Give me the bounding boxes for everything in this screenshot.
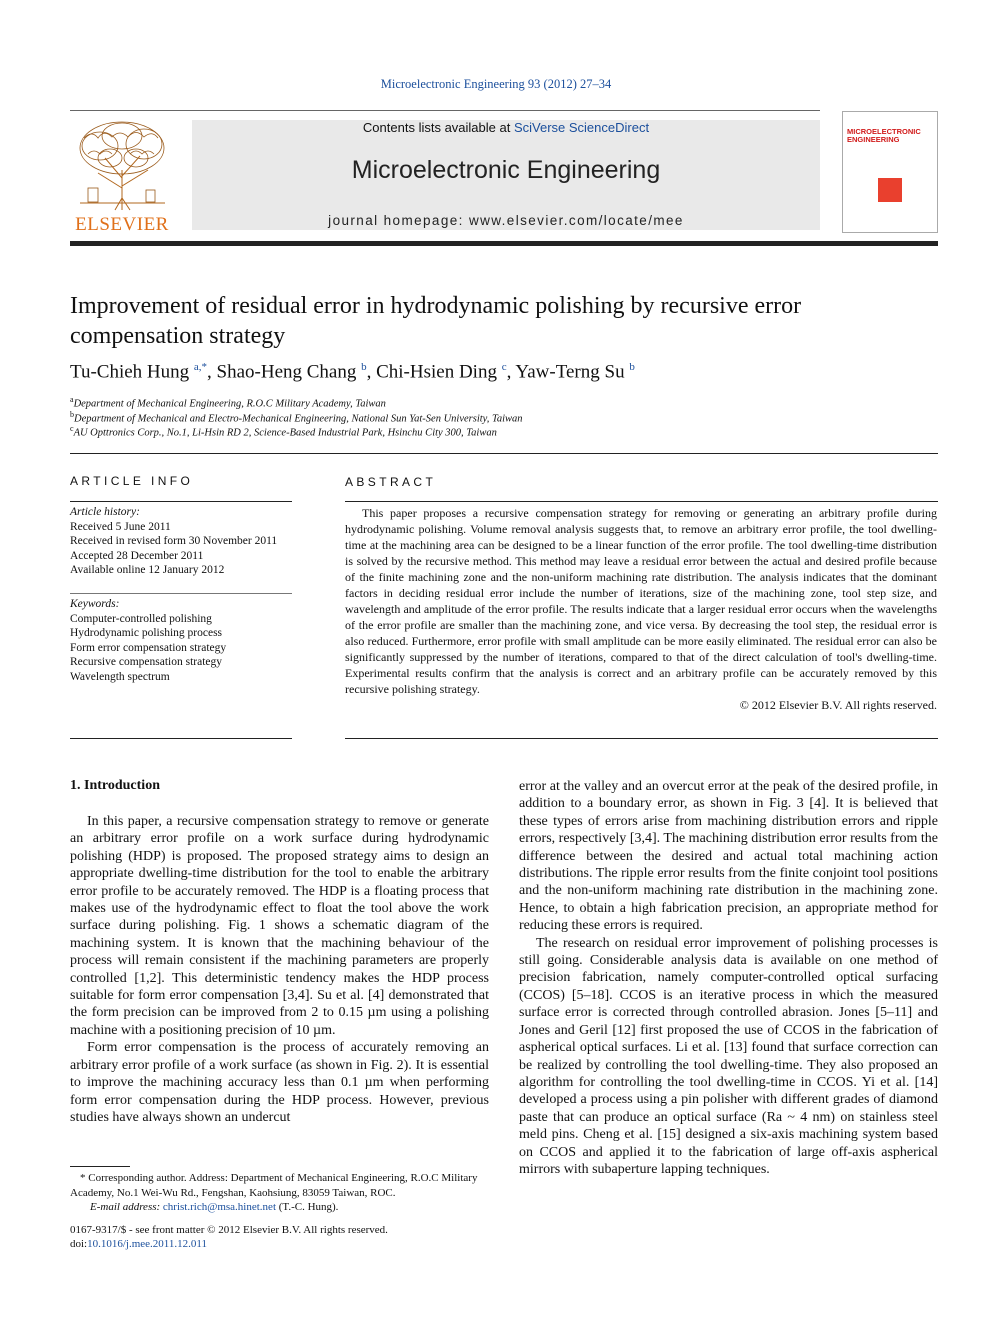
contents-line [192, 120, 820, 135]
doi-line [70, 1237, 489, 1252]
abstract-body: This paper proposes a recursive compensation strategy for removing or generating an arbitrary profile during hydrodynamic polishing. Volume removal analysis suggests that, to remove an arbitrary error profile, the tool dwelling-time at the machining area can be designed to be a linear function of the error profile. The tool dwelling-time distribution is solved by the recursive method. This method may leave a residual error between the actual and desired profile because of the finite machining zone and the non-uniform machining rate distribution. The analysis indicates that the dominant factors in deciding residual error include the number of iterations, size of the machining zone, tool step size, and wavelength and amplitude of the error profile. The results indicate that a larger residual error occurs when the wavelengths of the error profile are smaller than the machining zone, and vice versa. By decreasing the tool step, the residual error is also reduced. Furthermore, error profile with small amplitude can be more easily eliminated. The residual error can also be significantly suppressed by the number of iterations, compared to that of the direct calculation of tool's dwelling-time. Experimental results confirm that the analysis is correct and an arbitrary profile can be accurately removed by this recursive polishing strategy. [345, 506, 937, 696]
cover-graphic [878, 178, 902, 202]
author-affiliation-mark[interactable]: a,* [193, 361, 208, 373]
keyword-item: Recursive compensation strategy [70, 656, 223, 668]
affiliation-b [70, 410, 523, 425]
article-history [70, 505, 292, 578]
author-affiliation-mark[interactable]: c [501, 361, 507, 373]
history-item: Available online 12 January 2012 [70, 564, 225, 576]
intro-paragraph: error at the valley and an overcut error at the peak of the desired profile, in addition to a boundary error, as shown in Fig. 3 [4]. It is believed that these types of errors arise from machining distribution errors and ripple errors, respectively [3,4]. The machining distribution error results from the difference between the desired and actual total machining action distributions. The ripple error results from the finite conjoint tool positions and the non-uniform machining rate distribution in the machining zone. Hence, to obtain a high fabrication precision, an appropriate method for reducing these errors is required. [519, 779, 938, 934]
intro-paragraph: The research on residual error improvement of polishing processes is still going. Considerable analysis data is available on one method of precision fabrication, namely computer-controlled optical surfacing (CCOS) [5–18]. CCOS is an iterative process in which the measured surface error is corrected through controlled abrasion. Jones [5–11] and Jones and Geril [12] first proposed the use of CCOS in the fabrication of aspherical optical surfaces. Li et al. [13] found that surface correction can be realized by controlling the tool dwelling-time. They also proposed an algorithm for controlling the tool dwelling-time in CCOS. Yi et al. [14] developed a process using a pin polisher with different grades of diamond paste that can produce an optical surface (Ra ~ 4 nm) on stainless steel meld pins. Cheng et al. [15] designed a six-axis machining system based on CCOS and applied it to the fabrication of large off-axis aspherical mirrors with subaperture lapping techniques. [519, 935, 938, 1177]
journal-citation[interactable]: Microelectronic Engineering 93 (2012) 27–34 [380, 77, 612, 91]
keywords-rule [70, 593, 292, 594]
elsevier-wordmark: ELSEVIER [75, 214, 169, 235]
article-info-rule [70, 501, 292, 502]
issn-line: 0167-9317/$ - see front matter © 2012 Elsevier B.V. All rights reserved. [70, 1223, 388, 1236]
affiliation-text: Department of Mechanical Engineering, R.O.C Military Academy, Taiwan [73, 398, 386, 410]
history-label: Article history: [70, 506, 140, 518]
journal-title: Microelectronic Engineering [351, 156, 661, 184]
history-item: Received in revised form 30 November 2011 [70, 535, 278, 547]
elsevier-logo [70, 118, 174, 233]
footnote [70, 1171, 489, 1252]
homepage-prefix: journal homepage: [328, 213, 469, 228]
doi-link[interactable]: 10.1016/j.mee.2011.12.011 [87, 1238, 207, 1250]
keywords-label: Keywords: [70, 598, 120, 610]
intro-paragraph: Form error compensation is the process of accurately removing an arbitrary error profile of a work surface (as shown in Fig. 2). It is essential to improve the machining accuracy less than 0.1 µm when performing form error compensation during the HDP process. However, previous studies have always shown an undercut [70, 1040, 489, 1125]
keyword-item: Form error compensation strategy [70, 641, 227, 654]
author-name: Yaw-Terng Su [515, 361, 625, 383]
author-affiliation-mark[interactable]: b [361, 361, 367, 373]
header-thick-rule [70, 241, 938, 246]
author-name: Shao-Heng Chang [216, 361, 357, 383]
article-info-heading: ARTICLE INFO [70, 474, 194, 488]
cover-title: MICROELECTRONIC ENGINEERING [847, 127, 921, 144]
abstract-copyright: © 2012 Elsevier B.V. All rights reserved. [739, 698, 937, 712]
intro-left-column [70, 813, 489, 1126]
article-info-bottom-rule [70, 738, 292, 739]
affiliation-rule [70, 453, 938, 454]
affiliation-mark: c [70, 424, 74, 433]
sciencedirect-link[interactable]: SciVerse ScienceDirect [513, 120, 650, 135]
corresponding-author-note: * Corresponding author. Address: Department of Mechanical Engineering, R.O.C Military Academy, No.1 Wei-Wu Rd., Fengshan, Kaohsiung, 83059 Taiwan, ROC. [70, 1172, 478, 1199]
affiliation-text: AU Opttronics Corp., No.1, Li-Hsin RD 2, Science-Based Industrial Park, Hsinchu City 300, Taiwan [73, 427, 497, 439]
affiliation-a [70, 395, 386, 410]
author-affiliation-mark[interactable]: b [629, 361, 635, 373]
intro-heading: 1. Introduction [70, 778, 160, 793]
affiliation-mark: b [70, 410, 74, 419]
email-suffix: (T.-C. Hung). [276, 1201, 339, 1213]
homepage-url[interactable]: www.elsevier.com/locate/mee [468, 213, 684, 228]
contents-prefix: Contents lists available at [362, 120, 514, 135]
abstract-heading: ABSTRACT [345, 475, 437, 489]
abstract-text [345, 505, 937, 713]
journal-cover-thumbnail[interactable] [842, 111, 938, 233]
author-name: Tu-Chieh Hung [70, 361, 190, 383]
header-top-rule [70, 110, 820, 111]
article-title: Improvement of residual error in hydrodynamic polishing by recursive error compensation strategy [70, 293, 802, 349]
keyword-item: Hydrodynamic polishing process [70, 627, 223, 639]
journal-homepage [192, 213, 820, 228]
abstract-bottom-rule [345, 738, 938, 739]
doi-label: doi: [70, 1238, 88, 1250]
email-line [70, 1200, 489, 1215]
email-link[interactable]: christ.rich@msa.hinet.net [162, 1201, 276, 1213]
elsevier-tree-icon [70, 118, 174, 213]
intro-right-column [519, 778, 938, 1178]
author-list: Tu-Chieh Hung $^{a,*}$, Shao-Heng Chang $^b$, Chi-Hsien Ding $^c$, Yaw-Terng Su $^b$ [70, 361, 635, 383]
keyword-item: Wavelength spectrum [70, 670, 170, 683]
history-item: Accepted 28 December 2011 [70, 549, 204, 562]
author-name: Chi-Hsien Ding [376, 361, 497, 383]
keywords [70, 597, 292, 684]
affiliation-mark: a [70, 395, 74, 404]
keyword-item: Computer-controlled polishing [70, 612, 212, 625]
affiliation-text: Department of Mechanical and Electro-Mechanical Engineering, National Sun Yat-Sen University, Taiwan [74, 413, 523, 425]
email-label: E-mail address: [90, 1201, 163, 1213]
footnote-rule [70, 1166, 130, 1167]
history-item: Received 5 June 2011 [70, 520, 171, 533]
abstract-rule [345, 501, 938, 502]
intro-paragraph: In this paper, a recursive compensation strategy to remove or generate an arbitrary error profile on a work surface during hydrodynamic polishing (HDP) is proposed. The proposed strategy aims to design an appropriate dwelling-time distribution for the tool to enable the arbitrary error profile to be accurately removed. The HDP is a floating process that makes use of the hydrodynamic effect to float the tool above the work surface during polishing. Fig. 1 shows a schematic diagram of the machining system. It is known that the machining behaviour of the process will remain consistent if the machining parameters are properly controlled [1,2]. This deterministic tendency makes the HDP process suitable for form error compensation [3,4]. Su et al. [4] demonstrated that the form precision can be improved from 2 to 0.15 µm using a polishing machine with a positioning precision of 10 µm. [70, 814, 489, 1038]
affiliation-c [70, 424, 497, 439]
